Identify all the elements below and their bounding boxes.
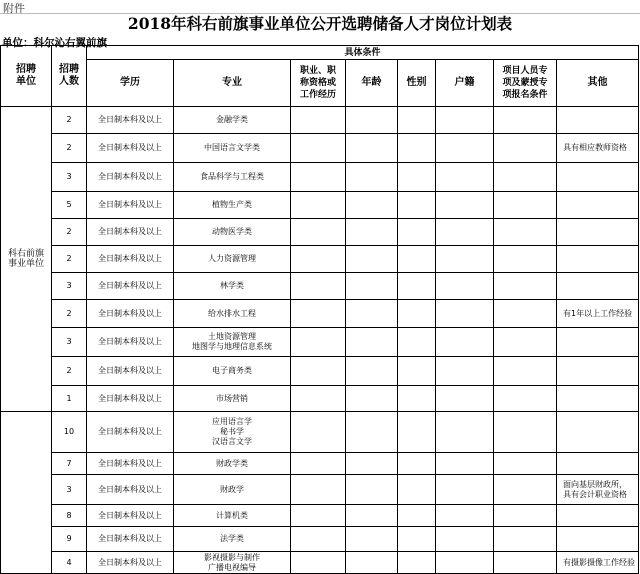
age-cell — [346, 527, 398, 552]
count-cell: 2 — [52, 357, 87, 386]
header-education: 学历 — [87, 60, 174, 107]
education-cell: 全日制本科及以上 — [87, 552, 174, 574]
major-cell: 影视摄影与制作 广播电视编导 — [174, 552, 291, 574]
gender-cell — [398, 412, 436, 453]
count-cell: 4 — [52, 552, 87, 574]
major-cell: 动物医学类 — [174, 219, 291, 246]
other-cell — [557, 273, 639, 300]
project-staff-cell — [494, 273, 557, 300]
header-major: 专业 — [174, 60, 291, 107]
major-cell: 法学类 — [174, 527, 291, 552]
residence-cell — [436, 134, 494, 163]
table-row — [1, 134, 639, 163]
age-cell — [346, 134, 398, 163]
gender-cell — [398, 552, 436, 574]
gender-cell — [398, 475, 436, 505]
qualification-cell — [291, 552, 346, 574]
table-row — [1, 475, 639, 505]
gender-cell — [398, 527, 436, 552]
project-staff-cell — [494, 246, 557, 273]
table-row — [1, 453, 639, 475]
recruit-unit-cell: 科右前旗 事业单位 — [1, 107, 52, 412]
gender-cell — [398, 163, 436, 192]
age-cell — [346, 219, 398, 246]
count-cell: 2 — [52, 134, 87, 163]
education-cell: 全日制本科及以上 — [87, 453, 174, 475]
other-cell: 具有相应教师资格 — [557, 134, 639, 163]
project-staff-cell — [494, 107, 557, 134]
major-cell: 财政学 — [174, 475, 291, 505]
age-cell — [346, 328, 398, 357]
age-cell — [346, 412, 398, 453]
gender-cell — [398, 357, 436, 386]
qualification-cell — [291, 246, 346, 273]
major-cell: 金融学类 — [174, 107, 291, 134]
major-cell: 土地资源管理 地图学与地理信息系统 — [174, 328, 291, 357]
major-cell: 计算机类 — [174, 505, 291, 527]
residence-cell — [436, 552, 494, 574]
residence-cell — [436, 219, 494, 246]
age-cell — [346, 552, 398, 574]
other-cell — [557, 386, 639, 412]
qualification-cell — [291, 107, 346, 134]
age-cell — [346, 505, 398, 527]
count-cell: 3 — [52, 273, 87, 300]
education-cell: 全日制本科及以上 — [87, 475, 174, 505]
project-staff-cell — [494, 192, 557, 219]
header-qualification: 职业、职 称资格或 工作经历 — [291, 60, 346, 107]
age-cell — [346, 192, 398, 219]
header-gender: 性别 — [398, 60, 436, 107]
major-cell: 林学类 — [174, 273, 291, 300]
education-cell: 全日制本科及以上 — [87, 273, 174, 300]
education-cell: 全日制本科及以上 — [87, 505, 174, 527]
count-cell: 10 — [52, 412, 87, 453]
major-cell: 中国语言文学类 — [174, 134, 291, 163]
header-recruit-count: 招聘 人数 — [52, 46, 87, 107]
qualification-cell — [291, 300, 346, 328]
project-staff-cell — [494, 357, 557, 386]
header-conditions: 具体条件 — [87, 46, 639, 60]
other-cell — [557, 219, 639, 246]
residence-cell — [436, 527, 494, 552]
residence-cell — [436, 328, 494, 357]
count-cell: 7 — [52, 453, 87, 475]
other-cell — [557, 246, 639, 273]
header-other: 其他 — [557, 60, 639, 107]
age-cell — [346, 300, 398, 328]
table-row — [1, 192, 639, 219]
gender-cell — [398, 328, 436, 357]
major-cell: 植物生产类 — [174, 192, 291, 219]
page-title: 2018年科右前旗事业单位公开选聘储备人才岗位计划表 — [127, 14, 513, 33]
project-staff-cell — [494, 475, 557, 505]
gender-cell — [398, 273, 436, 300]
count-cell: 2 — [52, 246, 87, 273]
count-cell: 2 — [52, 219, 87, 246]
qualification-cell — [291, 163, 346, 192]
residence-cell — [436, 475, 494, 505]
count-cell: 9 — [52, 527, 87, 552]
count-cell: 1 — [52, 386, 87, 412]
qualification-cell — [291, 192, 346, 219]
education-cell: 全日制本科及以上 — [87, 163, 174, 192]
age-cell — [346, 107, 398, 134]
other-cell — [557, 412, 639, 453]
gender-cell — [398, 453, 436, 475]
unit-label: 单位：科尔沁右翼前旗 — [2, 37, 107, 49]
education-cell: 全日制本科及以上 — [87, 192, 174, 219]
other-cell — [557, 453, 639, 475]
qualification-cell — [291, 453, 346, 475]
other-cell — [557, 505, 639, 527]
project-staff-cell — [494, 552, 557, 574]
table-row — [1, 273, 639, 300]
gender-cell — [398, 134, 436, 163]
qualification-cell — [291, 134, 346, 163]
count-cell: 5 — [52, 192, 87, 219]
other-cell — [557, 163, 639, 192]
project-staff-cell — [494, 163, 557, 192]
residence-cell — [436, 163, 494, 192]
table-body — [1, 107, 639, 574]
major-cell: 人力资源管理 — [174, 246, 291, 273]
age-cell — [346, 246, 398, 273]
qualification-cell — [291, 273, 346, 300]
residence-cell — [436, 246, 494, 273]
age-cell — [346, 453, 398, 475]
count-cell: 2 — [52, 107, 87, 134]
qualification-cell — [291, 505, 346, 527]
table-row — [1, 505, 639, 527]
table-row — [1, 412, 639, 453]
age-cell — [346, 357, 398, 386]
project-staff-cell — [494, 134, 557, 163]
table-row — [1, 107, 639, 134]
gender-cell — [398, 107, 436, 134]
project-staff-cell — [494, 386, 557, 412]
major-cell: 市场营销 — [174, 386, 291, 412]
gender-cell — [398, 219, 436, 246]
age-cell — [346, 163, 398, 192]
table-row — [1, 163, 639, 192]
table-row — [1, 527, 639, 552]
count-cell: 3 — [52, 328, 87, 357]
other-cell — [557, 527, 639, 552]
table-row — [1, 219, 639, 246]
major-cell: 电子商务类 — [174, 357, 291, 386]
residence-cell — [436, 192, 494, 219]
residence-cell — [436, 107, 494, 134]
qualification-cell — [291, 527, 346, 552]
header-recruit-unit: 招聘 单位 — [1, 46, 52, 107]
table-row — [1, 552, 639, 574]
qualification-cell — [291, 412, 346, 453]
qualification-cell — [291, 357, 346, 386]
qualification-cell — [291, 475, 346, 505]
other-cell — [557, 192, 639, 219]
major-cell: 食品科学与工程类 — [174, 163, 291, 192]
age-cell — [346, 273, 398, 300]
position-plan-table — [0, 45, 639, 574]
gender-cell — [398, 386, 436, 412]
other-cell — [557, 328, 639, 357]
age-cell — [346, 475, 398, 505]
table-row — [1, 328, 639, 357]
qualification-cell — [291, 328, 346, 357]
education-cell: 全日制本科及以上 — [87, 412, 174, 453]
project-staff-cell — [494, 505, 557, 527]
table-row — [1, 357, 639, 386]
education-cell: 全日制本科及以上 — [87, 300, 174, 328]
education-cell: 全日制本科及以上 — [87, 328, 174, 357]
count-cell: 8 — [52, 505, 87, 527]
gender-cell — [398, 192, 436, 219]
header-age: 年龄 — [346, 60, 398, 107]
education-cell: 全日制本科及以上 — [87, 357, 174, 386]
age-cell — [346, 386, 398, 412]
gender-cell — [398, 505, 436, 527]
residence-cell — [436, 386, 494, 412]
project-staff-cell — [494, 453, 557, 475]
residence-cell — [436, 273, 494, 300]
residence-cell — [436, 300, 494, 328]
project-staff-cell — [494, 412, 557, 453]
count-cell: 2 — [52, 300, 87, 328]
residence-cell — [436, 505, 494, 527]
qualification-cell — [291, 386, 346, 412]
qualification-cell — [291, 219, 346, 246]
header-residence: 户籍 — [436, 60, 494, 107]
table-row — [1, 300, 639, 328]
gender-cell — [398, 246, 436, 273]
header-project-staff: 项目人员专 项及蒙授专 项报名条件 — [494, 60, 557, 107]
other-cell — [557, 357, 639, 386]
project-staff-cell — [494, 527, 557, 552]
count-cell: 3 — [52, 475, 87, 505]
education-cell: 全日制本科及以上 — [87, 219, 174, 246]
table-row — [1, 386, 639, 412]
education-cell: 全日制本科及以上 — [87, 527, 174, 552]
other-cell: 有1年以上工作经验 — [557, 300, 639, 328]
major-cell: 财政学类 — [174, 453, 291, 475]
education-cell: 全日制本科及以上 — [87, 246, 174, 273]
table-row — [1, 246, 639, 273]
other-cell — [557, 107, 639, 134]
education-cell: 全日制本科及以上 — [87, 134, 174, 163]
project-staff-cell — [494, 219, 557, 246]
major-cell: 应用语言学 秘书学 汉语言文学 — [174, 412, 291, 453]
other-cell: 面向基层财政所， 具有会计职业资格 — [557, 475, 639, 505]
recruit-unit-cell — [1, 412, 52, 574]
education-cell: 全日制本科及以上 — [87, 107, 174, 134]
education-cell: 全日制本科及以上 — [87, 386, 174, 412]
project-staff-cell — [494, 300, 557, 328]
major-cell: 给水排水工程 — [174, 300, 291, 328]
gender-cell — [398, 300, 436, 328]
residence-cell — [436, 453, 494, 475]
other-cell: 有摄影摄像工作经验 — [557, 552, 639, 574]
residence-cell — [436, 412, 494, 453]
residence-cell — [436, 357, 494, 386]
count-cell: 3 — [52, 163, 87, 192]
attachment-label: 附件 — [3, 2, 25, 15]
project-staff-cell — [494, 328, 557, 357]
